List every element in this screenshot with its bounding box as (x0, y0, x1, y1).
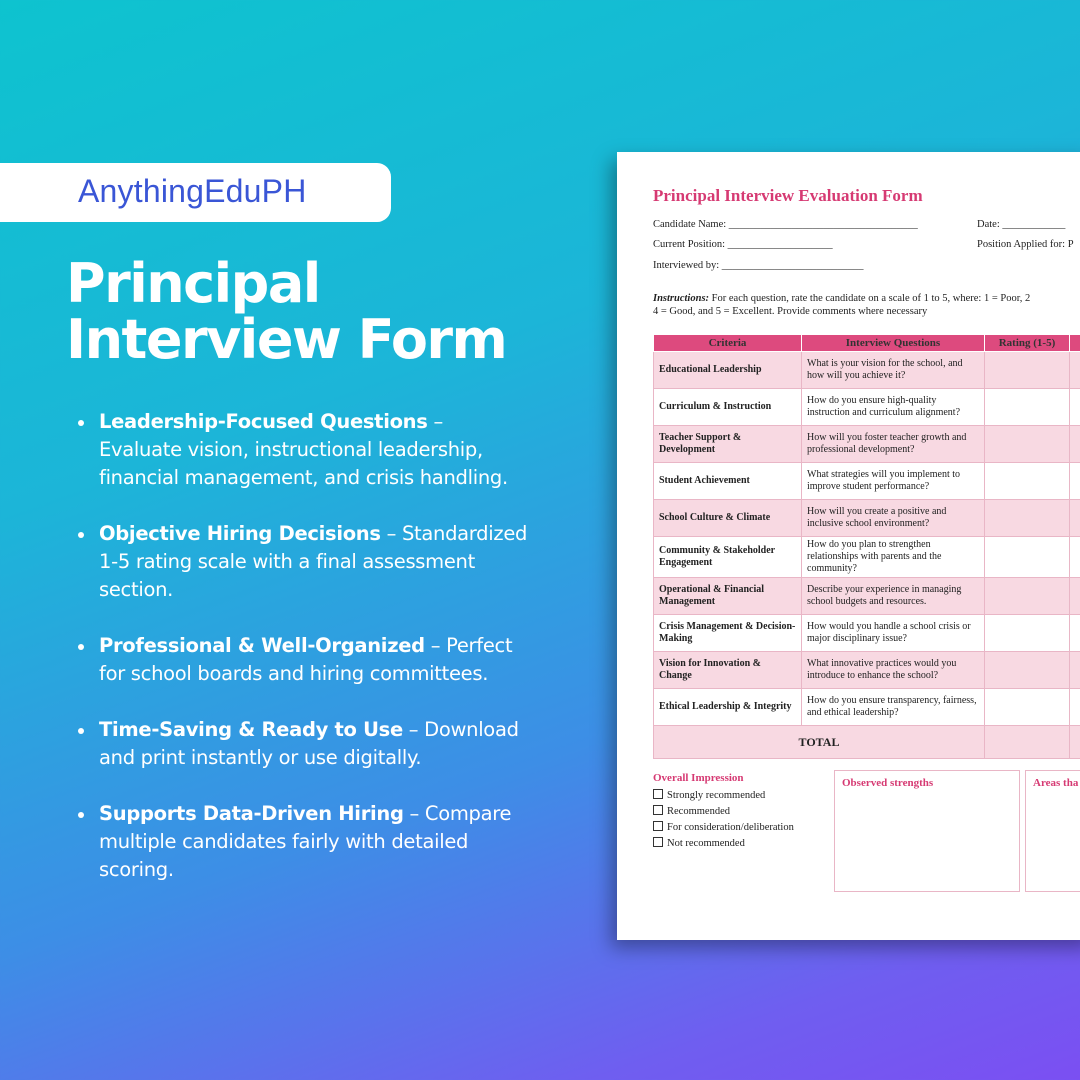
feature-list (78, 408, 528, 912)
total-label: TOTAL (654, 726, 985, 759)
criteria-table (653, 334, 1080, 759)
strengths-label: Observed strengths (842, 777, 934, 789)
form-title: Principal Interview Evaluation Form (653, 186, 923, 205)
criteria-cell: Teacher Support & Development (654, 426, 802, 463)
checkbox-icon (653, 837, 663, 847)
criteria-cell: Community & Stakeholder Engagement (654, 537, 802, 578)
feature-description: – Compare multiple candidates fairly with detailed scoring. (99, 802, 512, 881)
rating-cell (985, 352, 1070, 389)
checkbox-icon (653, 821, 663, 831)
header-criteria: Criteria (654, 335, 802, 352)
position-applied-field: Position Applied for: P (977, 239, 1074, 250)
rating-cell (985, 500, 1070, 537)
criteria-cell: Operational & Financial Management (654, 578, 802, 615)
table-row (654, 389, 1080, 426)
table-row (654, 537, 1080, 578)
feature-description: – Evaluate vision, instructional leadership, financial management, and crisis handling. (99, 410, 508, 489)
feature-heading: Objective Hiring Decisions (99, 522, 381, 545)
feature-item (78, 716, 528, 772)
comment-cell (1070, 578, 1080, 615)
feature-description: – Perfect for school boards and hiring committees. (99, 634, 513, 685)
criteria-cell: Crisis Management & Decision-Making (654, 615, 802, 652)
instructions-label: Instructions: (653, 293, 710, 304)
table-header-row (654, 335, 1080, 352)
bullet-icon (78, 644, 84, 650)
comment-cell (1070, 500, 1080, 537)
comment-cell (1070, 689, 1080, 726)
areas-label: Areas tha (1033, 777, 1079, 789)
comment-cell (1070, 426, 1080, 463)
question-cell: Describe your experience in managing school budgets and resources. (802, 578, 985, 615)
table-row (654, 615, 1080, 652)
rating-cell (985, 463, 1070, 500)
impression-option-label: Recommended (667, 806, 730, 817)
header-extra (1070, 335, 1080, 352)
feature-description: – Standardized 1-5 rating scale with a final assessment section. (99, 522, 528, 601)
criteria-cell: Student Achievement (654, 463, 802, 500)
criteria-cell: Educational Leadership (654, 352, 802, 389)
comment-cell (1070, 352, 1080, 389)
interviewed-by-field: Interviewed by: ___________________________ (653, 260, 864, 271)
rating-cell (985, 389, 1070, 426)
comment-cell (1070, 389, 1080, 426)
feature-heading: Leadership-Focused Questions (99, 410, 428, 433)
impression-option (653, 789, 765, 801)
impression-option (653, 837, 745, 849)
comment-cell (1070, 652, 1080, 689)
rating-cell (985, 652, 1070, 689)
table-row (654, 652, 1080, 689)
areas-panel (1025, 770, 1080, 892)
criteria-cell: Ethical Leadership & Integrity (654, 689, 802, 726)
table-row (654, 500, 1080, 537)
question-cell: How will you foster teacher growth and professional development? (802, 426, 985, 463)
question-cell: How would you handle a school crisis or major disciplinary issue? (802, 615, 985, 652)
rating-cell (985, 426, 1070, 463)
comment-cell (1070, 615, 1080, 652)
comment-cell (1070, 537, 1080, 578)
criteria-cell: Curriculum & Instruction (654, 389, 802, 426)
rating-cell (985, 615, 1070, 652)
instructions (653, 292, 1080, 318)
question-cell: How do you ensure transparency, fairness, and ethical leadership? (802, 689, 985, 726)
table-row (654, 352, 1080, 389)
total-row (654, 726, 1080, 759)
impression-option (653, 821, 794, 833)
impression-option (653, 805, 730, 817)
feature-heading: Supports Data-Driven Hiring (99, 802, 404, 825)
criteria-cell: School Culture & Climate (654, 500, 802, 537)
impression-option-label: Not recommended (667, 838, 745, 849)
checkbox-icon (653, 805, 663, 815)
question-cell: What is your vision for the school, and how will you achieve it? (802, 352, 985, 389)
bullet-icon (78, 532, 84, 538)
question-cell: How do you plan to strengthen relationships with parents and the community? (802, 537, 985, 578)
question-cell: What strategies will you implement to improve student performance? (802, 463, 985, 500)
question-cell: How do you ensure high-quality instruction and curriculum alignment? (802, 389, 985, 426)
date-field: Date: ____________ (977, 219, 1066, 230)
form-preview (617, 152, 1080, 940)
criteria-cell: Vision for Innovation & Change (654, 652, 802, 689)
overall-impression-title: Overall Impression (653, 772, 744, 784)
impression-option-label: Strongly recommended (667, 790, 766, 801)
comment-cell (1070, 463, 1080, 500)
rating-cell (985, 689, 1070, 726)
strengths-panel (834, 770, 1020, 892)
checkbox-icon (653, 789, 663, 799)
feature-item (78, 632, 528, 688)
header-rating: Rating (1-5) (985, 335, 1070, 352)
brand-name: AnythingEduPH (78, 173, 307, 209)
feature-heading: Professional & Well-Organized (99, 634, 425, 657)
instructions-line-2: 4 = Good, and 5 = Excellent. Provide comments where necessary (653, 306, 928, 317)
table-row (654, 578, 1080, 615)
total-rating-cell (985, 726, 1070, 759)
page-title: Principal Interview Form (66, 252, 507, 371)
table-row (654, 689, 1080, 726)
impression-option-label: For consideration/deliberation (667, 822, 794, 833)
question-cell: What innovative practices would you introduce to enhance the school? (802, 652, 985, 689)
current-position-field: Current Position: ____________________ (653, 239, 833, 250)
feature-item (78, 408, 528, 492)
rating-cell (985, 537, 1070, 578)
feature-item (78, 520, 528, 604)
rating-cell (985, 578, 1070, 615)
feature-heading: Time-Saving & Ready to Use (99, 718, 403, 741)
bullet-icon (78, 812, 84, 818)
total-comment-cell (1070, 726, 1080, 759)
feature-description: – Download and print instantly or use digitally. (99, 718, 519, 769)
table-row (654, 463, 1080, 500)
brand-pill (0, 163, 391, 222)
header-questions: Interview Questions (802, 335, 985, 352)
candidate-name-field: Candidate Name: ____________________________________ (653, 219, 918, 230)
bullet-icon (78, 728, 84, 734)
instructions-line-1: For each question, rate the candidate on a scale of 1 to 5, where: 1 = Poor, 2 (709, 293, 1031, 304)
bullet-icon (78, 420, 84, 426)
question-cell: How will you create a positive and inclusive school environment? (802, 500, 985, 537)
feature-item (78, 800, 528, 884)
table-row (654, 426, 1080, 463)
